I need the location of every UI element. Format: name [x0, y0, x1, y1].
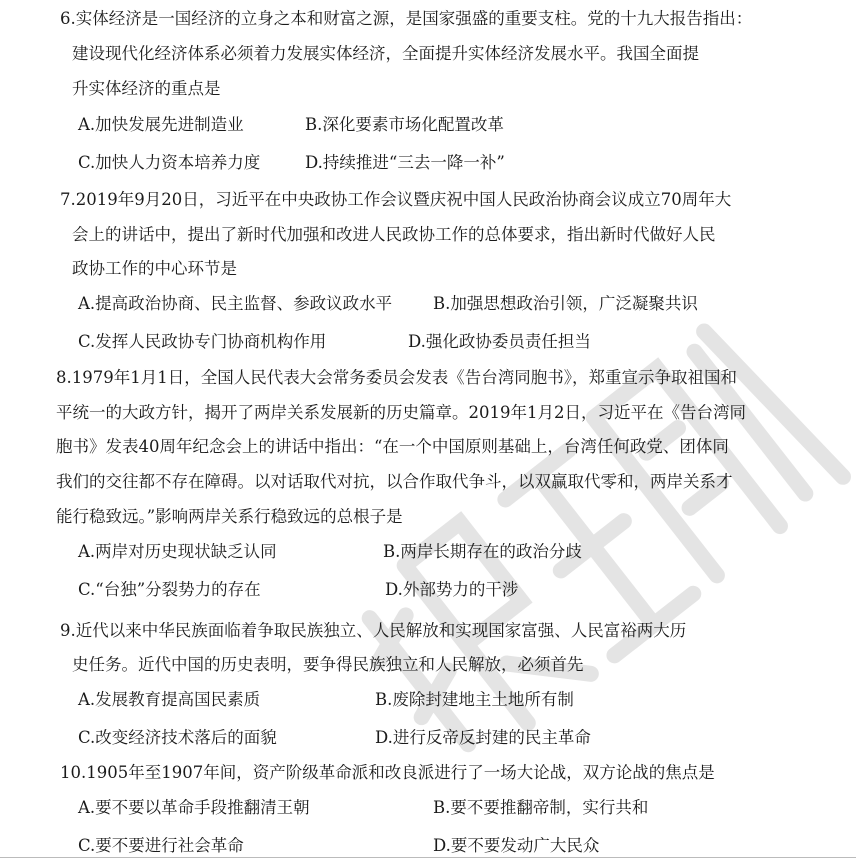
- q8-stem-line-4: 我们的交往都不存在障碍。以对话取代对抗，以合作取代争斗，以双赢取代零和，两岸关系才: [56, 472, 733, 491]
- q8-option-d: D.外部势力的干涉: [385, 580, 519, 599]
- q8-option-c: C.“台独”分裂势力的存在: [78, 580, 261, 599]
- q7-stem-line-1: 7.2019年9月20日，习近平在中央政协工作会议暨庆祝中国人民政治协商会议成立70周年大: [60, 190, 732, 209]
- q9-stem-line-1: 9.近代以来中华民族面临着争取民族独立、人民解放和实现国家富强、人民富裕两大历: [60, 621, 687, 640]
- q8-stem-line-3: 胞书》发表40周年纪念会上的讲话中指出：“在一个中国原则基础上，台湾任何政党、团体同: [56, 437, 729, 456]
- q10-option-d: D.要不要发动广大民众: [433, 836, 600, 855]
- q9-option-b: B.废除封建地主土地所有制: [375, 690, 574, 709]
- q9-option-d: D.进行反帝反封建的民主革命: [375, 728, 591, 747]
- q9-option-a: A.发展教育提高国民素质: [78, 690, 261, 709]
- q8-option-a: A.两岸对历史现状缺乏认同: [78, 542, 277, 561]
- q6-stem-line-3: 升实体经济的重点是: [72, 79, 221, 98]
- q6-option-d: D.持续推进“三去一降一补”: [305, 153, 505, 172]
- q7-option-d: D.强化政协委员责任担当: [408, 332, 591, 351]
- q8-stem-line-2: 平统一的大政方针，揭开了两岸关系发展新的历史篇章。2019年1月2日，习近平在《告台湾同: [56, 403, 746, 422]
- q8-stem-line-1: 8.1979年1月1日，全国人民代表大会常务委员会发表《告台湾同胞书》，郑重宣示争取祖国和: [56, 368, 737, 387]
- q9-stem-line-2: 史任务。近代中国的历史表明，要争得民族独立和人民解放，必须首先: [72, 655, 584, 674]
- q10-option-b: B.要不要推翻帝制，实行共和: [433, 798, 649, 817]
- q6-stem-line-2: 建设现代化经济体系必须着力发展实体经济，全面提升实体经济发展水平。我国全面提: [72, 44, 699, 63]
- q7-stem-line-2: 会上的讲话中，提出了新时代加强和改进人民政协工作的总体要求，指出新时代做好人民: [72, 225, 716, 244]
- q6-option-b: B.深化要素市场化配置改革: [305, 115, 504, 134]
- q10-option-a: A.要不要以革命手段推翻清王朝: [78, 798, 310, 817]
- q7-stem-line-3: 政协工作的中心环节是: [72, 259, 237, 278]
- q7-option-b: B.加强思想政治引领，广泛凝聚共识: [433, 294, 698, 313]
- q9-option-c: C.改变经济技术落后的面貌: [78, 728, 277, 747]
- page-bottom-divider: [0, 857, 856, 858]
- q7-option-a: A.提高政治协商、民主监督、参政议政水平: [78, 294, 393, 313]
- q6-option-c: C.加快人力资本培养力度: [78, 153, 261, 172]
- q8-option-b: B.两岸长期存在的政治分歧: [383, 542, 582, 561]
- q6-stem-line-1: 6.实体经济是一国经济的立身之本和财富之源，是国家强盛的重要支柱。党的十九大报告指出：: [60, 9, 753, 28]
- q7-option-c: C.发挥人民政协专门协商机构作用: [78, 332, 327, 351]
- q10-option-c: C.要不要进行社会革命: [78, 836, 244, 855]
- q6-option-a: A.加快发展先进制造业: [78, 115, 244, 134]
- q10-stem-line-1: 10.1905年至1907年间，资产阶级革命派和改良派进行了一场大论战，双方论战的焦点是: [60, 763, 715, 782]
- q8-stem-line-5: 能行稳致远。”影响两岸关系行稳致远的总根子是: [56, 507, 403, 526]
